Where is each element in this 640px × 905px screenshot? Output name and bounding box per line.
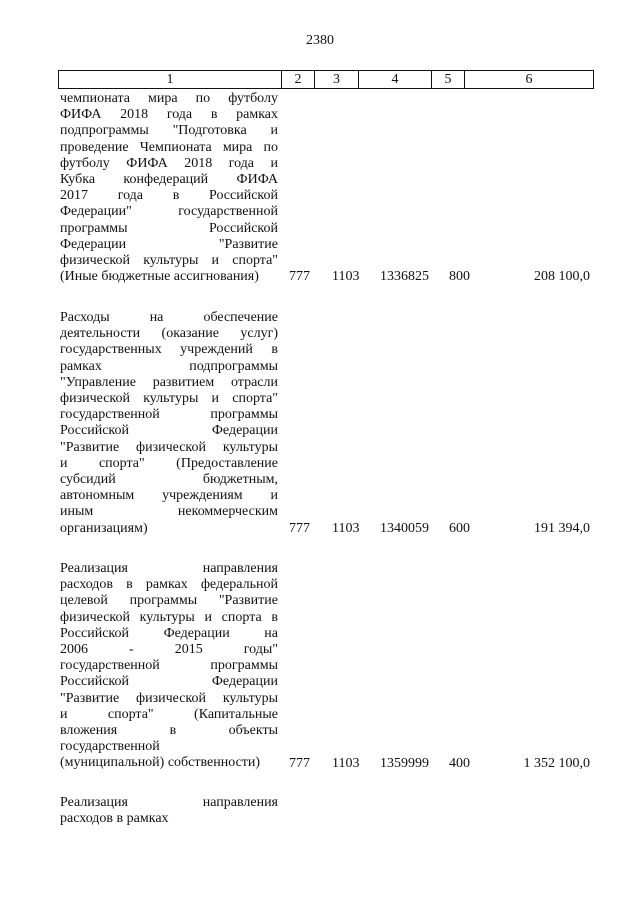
description-line: чемпионата мира по футболу — [60, 91, 278, 106]
row-description — [60, 561, 278, 772]
row-values — [60, 811, 600, 827]
header-col-1: 1 — [166, 72, 174, 87]
description-line: Российской Федерации — [60, 423, 278, 439]
description-line: расходов в рамках — [60, 811, 169, 827]
description-line: вложения в объекты — [60, 723, 278, 739]
description-line: (муниципальной) собственности) — [60, 755, 261, 771]
description-line: "Развитие физической культуры — [60, 439, 278, 455]
description-line: (Иные бюджетные ассигнования) — [60, 269, 259, 285]
description-line: государственной программы — [60, 407, 278, 423]
admin-code: 777 — [289, 755, 310, 771]
section-code: 1103 — [332, 520, 360, 536]
table-row — [60, 310, 600, 537]
admin-code: 777 — [289, 520, 310, 536]
description-line: государственной — [60, 739, 160, 755]
header-col-6: 6 — [464, 71, 593, 88]
expense-type-code: 400 — [449, 755, 470, 771]
description-line: автономным учреждениям и — [60, 488, 278, 504]
description-line: расходов в рамках федеральной — [60, 577, 278, 593]
description-line: Федерации "Развитие — [60, 236, 278, 252]
description-line: Федерации" государственной — [60, 204, 278, 220]
table-row — [60, 91, 600, 285]
description-line: подпрограммы "Подготовка и — [60, 123, 278, 139]
expense-type-code: 800 — [449, 269, 470, 285]
description-line: иным некоммерческим — [60, 504, 278, 520]
description-line: "Развитие физической культуры — [60, 690, 278, 706]
header-col-4: 4 — [358, 71, 431, 88]
description-line: "Управление развитием отрасли — [60, 374, 278, 390]
description-line: деятельности (оказание услуг) — [60, 326, 278, 342]
description-line: Российской Федерации на — [60, 625, 278, 641]
table-row — [60, 795, 600, 827]
description-line: физической культуры и спорта в — [60, 609, 278, 625]
description-line: Реализация направления — [60, 561, 278, 576]
target-article-code: 1336825 — [380, 269, 429, 285]
description-line: и спорта" (Предоставление — [60, 455, 278, 471]
table-header — [58, 70, 594, 89]
header-col-5: 5 — [431, 71, 464, 88]
description-line: государственной программы — [60, 658, 278, 674]
table-row — [60, 561, 600, 772]
description-line: ФИФА 2018 года в рамках — [60, 107, 278, 123]
description-line: Российской Федерации — [60, 674, 278, 690]
description-line: Кубка конфедераций ФИФА — [60, 172, 278, 188]
description-line: целевой программы "Развитие — [60, 593, 278, 609]
target-article-code: 1359999 — [380, 755, 429, 771]
description-line: субсидий бюджетным, — [60, 472, 278, 488]
row-values — [60, 521, 600, 537]
amount: 208 100,0 — [534, 269, 590, 285]
description-line: государственных учреждений в — [60, 342, 278, 358]
page-number: 2380 — [306, 33, 334, 48]
description-line: 2006 - 2015 годы" — [60, 642, 278, 658]
section-code: 1103 — [332, 755, 360, 771]
amount: 191 394,0 — [534, 520, 590, 536]
description-line: программы Российской — [60, 220, 278, 236]
header-col-2: 2 — [281, 71, 314, 88]
target-article-code: 1340059 — [380, 520, 429, 536]
description-line: Реализация направления — [60, 795, 278, 810]
row-values — [60, 269, 600, 285]
description-line: Расходы на обеспечение — [60, 310, 278, 325]
description-line: проведение Чемпионата мира по — [60, 139, 278, 155]
row-description — [60, 91, 278, 285]
description-line: рамках подпрограммы — [60, 358, 278, 374]
amount: 1 352 100,0 — [523, 755, 590, 771]
description-line: физической культуры и спорта" — [60, 391, 278, 407]
description-line: 2017 года в Российской — [60, 188, 278, 204]
expense-type-code: 600 — [449, 520, 470, 536]
description-line: футболу ФИФА 2018 года и — [60, 155, 278, 171]
header-col-3: 3 — [314, 71, 358, 88]
description-line: организациям) — [60, 520, 148, 536]
admin-code: 777 — [289, 269, 310, 285]
description-line: и спорта" (Капитальные — [60, 706, 278, 722]
section-code: 1103 — [332, 269, 360, 285]
row-description — [60, 310, 278, 537]
row-values — [60, 756, 600, 772]
description-line: физической культуры и спорта" — [60, 253, 278, 269]
